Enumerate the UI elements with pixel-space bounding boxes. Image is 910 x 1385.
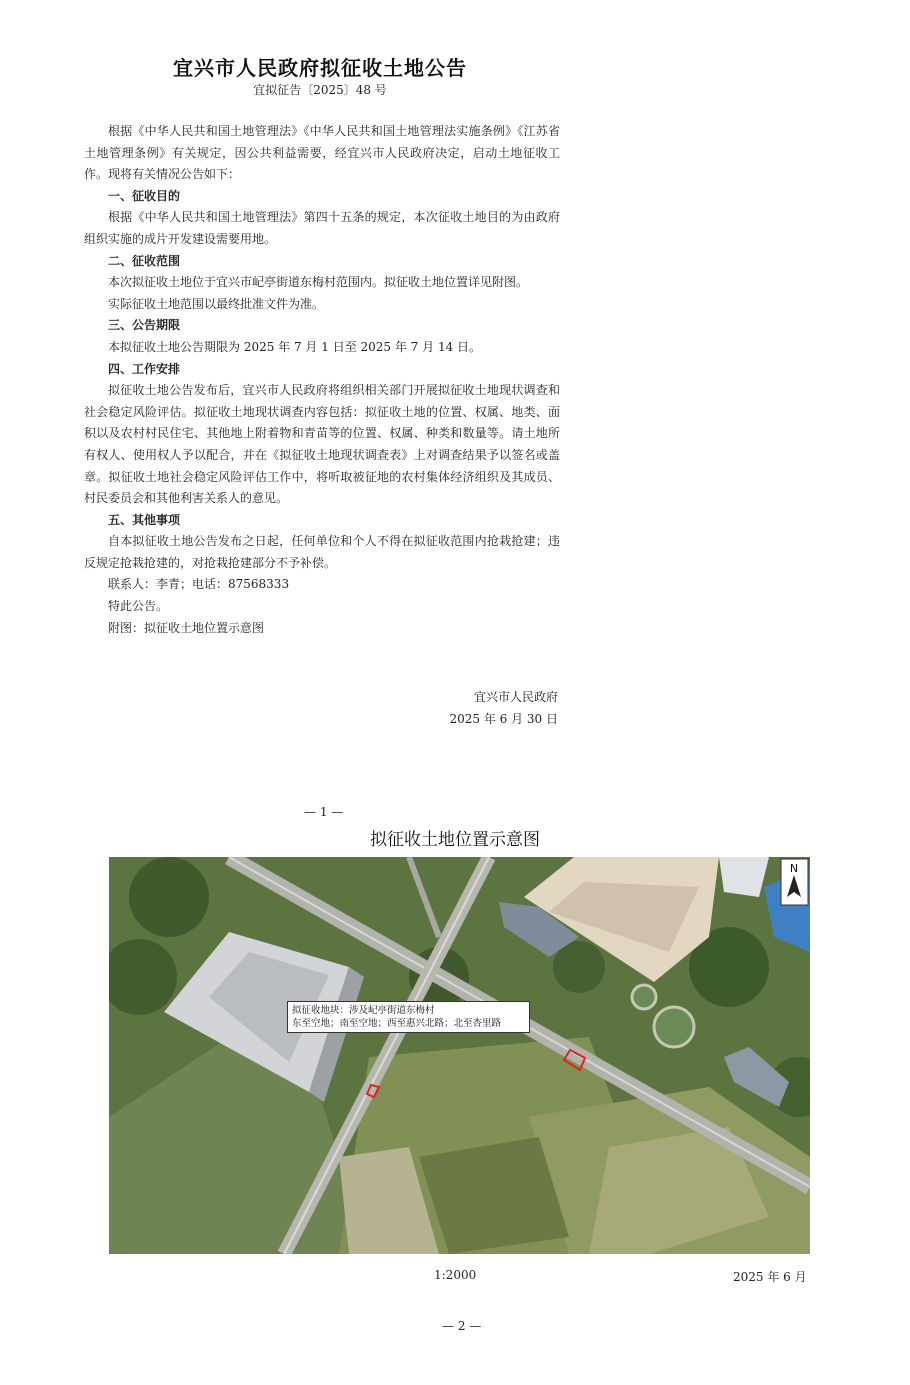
body-paragraph: 自本拟征收土地公告发布之日起，任何单位和个人不得在拟征收范围内抢栽抢建；违反规定抢栽抢建的，对抢栽抢建部分不予补偿。 xyxy=(84,534,560,570)
body-paragraph: 联系人：李青；电话：87568333 xyxy=(108,577,290,592)
body-paragraph: 拟征收土地公告发布后，宜兴市人民政府将组织相关部门开展拟征收土地现状调查和社会稳定风险评估。拟征收土地现状调查内容包括：拟征收土地的位置、权属、地类、面积以及农村村民住宅、其他地上附着物和青苗等的位置、权属、种类和数量等。请土地所有权人、使用权人予以配合，并在《拟征收土地现状调查表》上对调查结果予以签名或盖章。拟征收土地社会稳定风险评估工作中，将听取被征地的农村集体经济组织及其成员、村民委员会和其他利害关系人的意见。 xyxy=(84,383,560,506)
parcel-info-label xyxy=(287,1001,530,1033)
signature-date: 2025 年 6 月 30 日 xyxy=(449,712,558,726)
north-arrow-letter: N xyxy=(789,862,799,875)
body-paragraph: 本次拟征收土地位于宜兴市屺亭街道东梅村范围内。拟征收土地位置详见附图。 xyxy=(108,275,529,290)
body-paragraph: 根据《中华人民共和国土地管理法》第四十五条的规定，本次征收土地目的为由政府组织实施的成片开发建设需要用地。 xyxy=(84,210,560,246)
map-scale: 1:2000 xyxy=(434,1268,477,1282)
section-heading: 二、征收范围 xyxy=(108,253,181,268)
body-paragraph: 本拟征收土地公告期限为 2025 年 7 月 1 日至 2025 年 7 月 14 日。 xyxy=(108,339,482,354)
page-number-2: — 2 — xyxy=(442,1319,482,1333)
body-paragraph: 特此公告。 xyxy=(108,599,169,614)
map-imagery xyxy=(109,857,810,1254)
notice-body xyxy=(84,121,560,639)
section-heading: 三、公告期限 xyxy=(108,318,181,333)
map-date: 2025 年 6 月 xyxy=(733,1270,807,1284)
section-heading: 四、工作安排 xyxy=(108,361,181,376)
body-paragraph: 实际征收土地范围以最终批准文件为准。 xyxy=(108,296,325,311)
page-number-1: — 1 — xyxy=(304,805,344,819)
section-heading: 一、征收目的 xyxy=(108,188,181,203)
map-title: 拟征收土地位置示意图 xyxy=(370,830,540,850)
body-paragraph: 附图：拟征收土地位置示意图 xyxy=(108,620,265,635)
section-heading: 五、其他事项 xyxy=(108,512,181,527)
parcel-info-line-2: 东至空地；南至空地；西至惠兴北路；北至杏里路 xyxy=(292,1018,502,1029)
document-number: 宜拟征告〔2025〕48 号 xyxy=(253,83,387,97)
notice-title: 宜兴市人民政府拟征收土地公告 xyxy=(173,56,467,80)
satellite-map xyxy=(109,857,810,1254)
signature-org: 宜兴市人民政府 xyxy=(473,690,558,704)
parcel-info-line-1: 拟征收地块：涉及屺亭街道东梅村 xyxy=(292,1005,435,1016)
body-paragraph: 根据《中华人民共和国土地管理法》《中华人民共和国土地管理法实施条例》《江苏省土地管理条例》有关规定，因公共利益需要，经宜兴市人民政府决定，启动土地征收工作。现将有关情况公告如下： xyxy=(84,124,560,182)
